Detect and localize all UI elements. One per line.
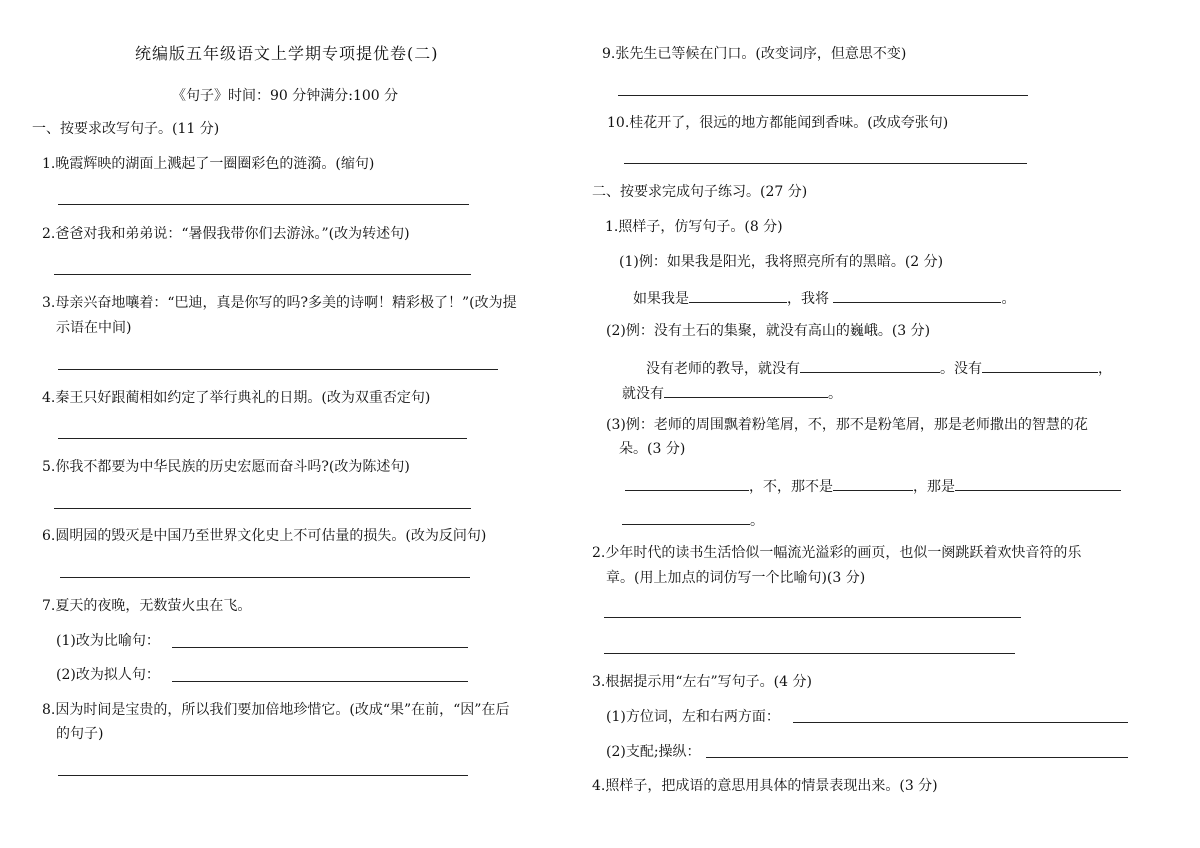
s2-q1-1-text-end: 。 [1001, 291, 1016, 307]
s1-question-9: 9.张先生已等候在门口。(改变词序，但意思不变) [602, 46, 907, 62]
s1-question-7: 7.夏天的夜晚，无数萤火虫在飞。 [42, 598, 252, 614]
s2-question-1: 1.照样子，仿写句子。(8 分) [605, 219, 783, 235]
s2-q1-3-text-end: 。 [750, 513, 764, 529]
s2-q1-3-blank-4[interactable] [622, 508, 750, 525]
s1-question-8-line2: 的句子) [56, 726, 104, 742]
s1-q3-answer-line[interactable] [58, 369, 498, 370]
s2-q3-part2-answer-line[interactable] [706, 757, 1128, 758]
s1-question-10: 10.桂花开了，很远的地方都能闻到香味。(改成夸张句) [607, 115, 949, 131]
s2-q1-3-text-a: ，不，那不是 [749, 479, 833, 495]
s1-q5-answer-line[interactable] [54, 508, 471, 509]
s2-q1-3-example-line1: (3)例：老师的周围飘着粉笔屑，不，那不是粉笔屑，那是老师撒出的智慧的花 [606, 417, 1088, 433]
s2-question-2-line1: 2.少年时代的读书生活恰似一幅流光溢彩的画页，也似一阕跳跃着欢快音符的乐 [592, 545, 1082, 561]
s2-q1-2-text-end: 。 [828, 386, 842, 402]
s2-q1-2-text-a: 没有老师的教导，就没有 [646, 361, 800, 377]
s1-question-4: 4.秦王只好跟蔺相如约定了举行典礼的日期。(改为双重否定句) [42, 390, 431, 406]
s2-q1-1-blank-1[interactable] [689, 286, 787, 303]
s2-q1-3-blank-3[interactable] [955, 474, 1121, 491]
s2-q1-2-blank-1[interactable] [800, 356, 940, 373]
s2-q2-answer-line-1[interactable] [604, 617, 1021, 618]
s1-q9-answer-line[interactable] [618, 95, 1028, 96]
s2-q1-2-fill-row2 [622, 381, 842, 404]
s2-q1-2-blank-3[interactable] [664, 381, 828, 398]
s2-q1-2-text-b: 。没有 [940, 361, 982, 377]
s2-q1-1-example: (1)例：如果我是阳光，我将照亮所有的黑暗。(2 分) [619, 254, 944, 270]
s2-q1-3-fill-row1 [625, 474, 1121, 497]
s1-q7-part1-label: (1)改为比喻句： [56, 633, 160, 649]
s1-question-2: 2.爸爸对我和弟弟说：“暑假我带你们去游泳。”(改为转述句) [42, 226, 410, 242]
s2-q1-3-text-b: ，那是 [913, 479, 955, 495]
s2-question-2-line2: 章。(用上加点的词仿写一个比喻句)(3 分) [606, 570, 866, 586]
s1-question-3-line1: 3.母亲兴奋地嚷着：“巴迪，真是你写的吗?多美的诗啊！精彩极了！”(改为提 [42, 295, 517, 311]
s2-q1-2-blank-2[interactable] [982, 356, 1098, 373]
s1-question-6: 6.圆明园的毁灭是中国乃至世界文化史上不可估量的损失。(改为反问句) [42, 528, 487, 544]
s1-q1-answer-line[interactable] [58, 204, 469, 205]
s1-q7-part2-answer-line[interactable] [172, 681, 468, 682]
s1-question-8-line1: 8.因为时间是宝贵的，所以我们要加倍地珍惜它。(改成“果”在前，“因”在后 [42, 702, 510, 718]
s1-q8-answer-line[interactable] [58, 775, 468, 776]
s2-q1-3-example-line2: 朵。(3 分) [619, 441, 686, 457]
s1-q7-part1-answer-line[interactable] [172, 647, 468, 648]
s1-question-1: 1.晚霞辉映的湖面上溅起了一圈圈彩色的涟漪。(缩句) [42, 156, 375, 172]
section1-heading: 一、按要求改写句子。(11 分) [32, 121, 220, 137]
s2-q1-2-text-c: ， [1098, 361, 1112, 377]
s2-q1-3-fill-row2 [622, 508, 764, 531]
s2-q1-1-text-b: ，我将 [787, 291, 829, 307]
s1-q6-answer-line[interactable] [60, 577, 470, 578]
s2-question-3: 3.根据提示用“左右”写句子。(4 分) [592, 674, 812, 690]
page-title: 统编版五年级语文上学期专项提优卷(二) [135, 44, 439, 63]
s2-q1-2-text-d: 就没有 [622, 386, 664, 402]
s2-q2-answer-line-2[interactable] [604, 653, 1015, 654]
s1-q4-answer-line[interactable] [58, 438, 467, 439]
s1-q7-part2-label: (2)改为拟人句： [56, 667, 160, 683]
section2-heading: 二、按要求完成句子练习。(27 分) [592, 184, 808, 200]
s1-q10-answer-line[interactable] [624, 163, 1027, 164]
s2-q1-2-example: (2)例：没有土石的集聚，就没有高山的巍峨。(3 分) [606, 323, 931, 339]
s2-q1-3-blank-2[interactable] [833, 474, 913, 491]
s1-q2-answer-line[interactable] [54, 274, 471, 275]
s2-q1-1-text-a: 如果我是 [633, 291, 689, 307]
s2-q1-1-fill-row [633, 286, 1015, 309]
s2-q3-part1-answer-line[interactable] [793, 722, 1128, 723]
s2-q3-part1-label: (1)方位词，左和右两方面： [606, 709, 780, 725]
s1-question-5: 5.你我不都要为中华民族的历史宏愿而奋斗吗?(改为陈述句) [42, 459, 410, 475]
page-subtitle: 《句子》时间：90 分钟满分:100 分 [172, 88, 399, 104]
s2-q1-2-fill-row1 [646, 356, 1112, 379]
s2-question-4: 4.照样子，把成语的意思用具体的情景表现出来。(3 分) [592, 778, 938, 794]
s2-q1-1-blank-2[interactable] [833, 286, 1001, 303]
s2-q3-part2-label: (2)支配;操纵： [606, 744, 701, 760]
s2-q1-3-blank-1[interactable] [625, 474, 749, 491]
s1-question-3-line2: 示语在中间) [56, 320, 132, 336]
